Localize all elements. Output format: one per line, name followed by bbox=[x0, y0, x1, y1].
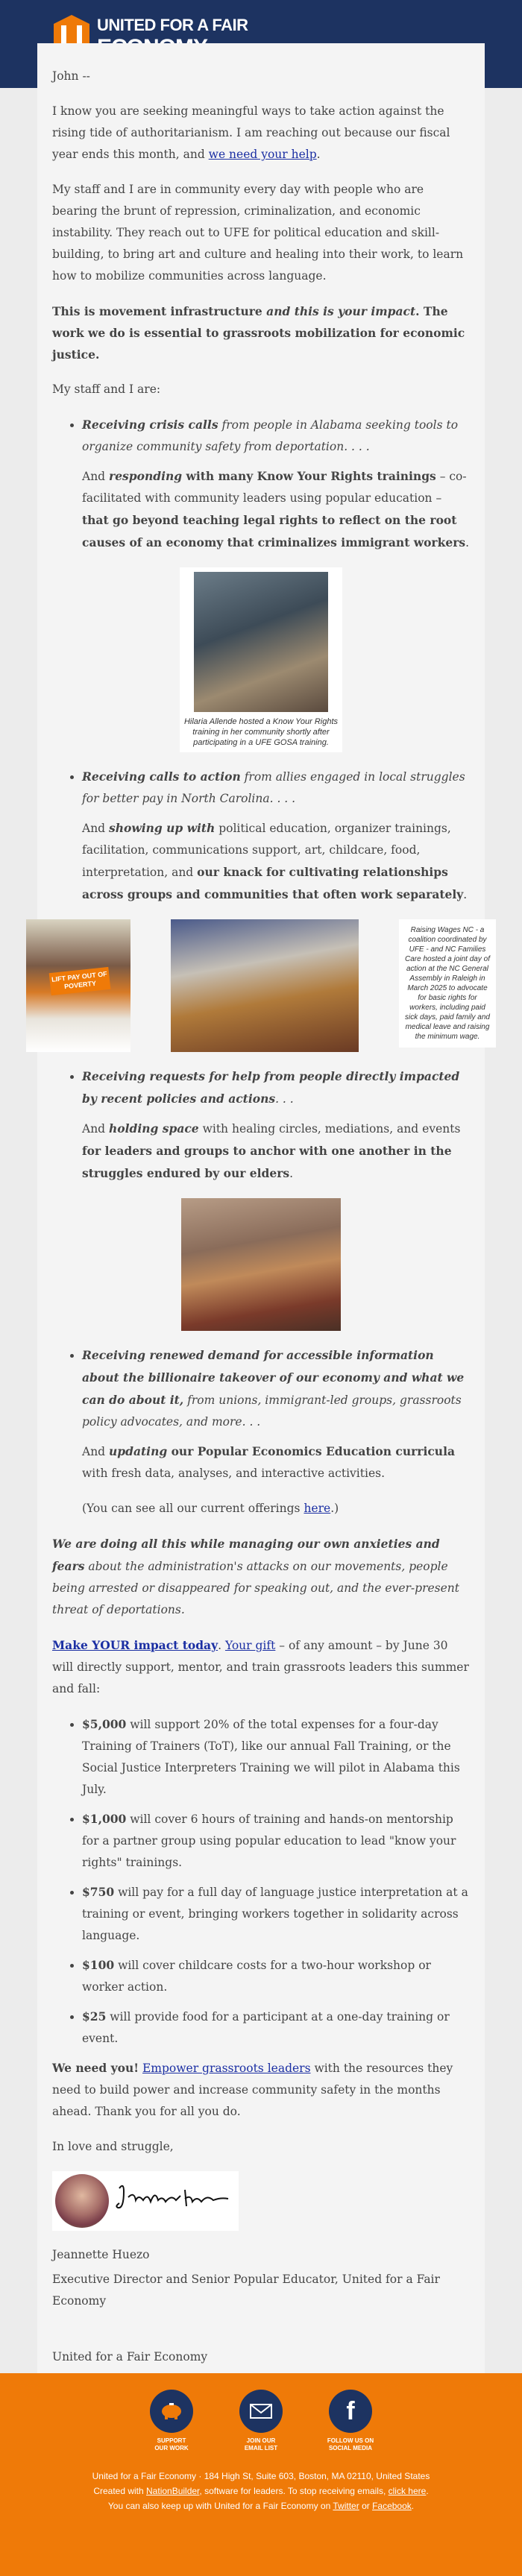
figure-caption: Raising Wages NC - a coalition coordinated by UFE - and NC Families Care hosted a joint day of action at the NC General Assembly in Raleigh in March 2025 to advocate for basic rights for workers, including paid sick days, paid family and medical leave and raising the minimum wage. bbox=[399, 919, 496, 1048]
handwritten-signature bbox=[113, 2175, 233, 2227]
list-item: • Receiving crisis calls from people in Alabama seeking tools to organize community safety from deportation. . . . bbox=[82, 414, 470, 458]
list-item-detail: And updating our Popular Economics Education curricula with fresh data, analyses, and interactive activities. bbox=[82, 1444, 455, 1480]
activity-list-3 bbox=[52, 1065, 470, 1110]
activity-list-4 bbox=[52, 1344, 470, 1433]
activity-list-2 bbox=[52, 766, 470, 810]
signature-block bbox=[52, 2171, 239, 2231]
figure-raising-wages bbox=[26, 919, 496, 1052]
nationbuilder-link[interactable]: NationBuilder bbox=[146, 2486, 200, 2496]
movement-paragraph: This is movement infrastructure and this is your impact. The work we do is essential to grassroots mobilization for economic justice. bbox=[52, 304, 465, 362]
list-item: • Receiving requests for help from people directly impacted by recent policies and actions. . . bbox=[82, 1065, 470, 1110]
staff-paragraph: My staff and I are in community every day with people who are bearing the brunt of repression, criminalization, and economic instability. They reach out to UFE for political education and skill-building, to bring art and culture and healing into their work, to learn how to mobilize communities across language. bbox=[52, 183, 464, 283]
photo-day-of-action bbox=[171, 919, 359, 1052]
twitter-link[interactable]: Twitter bbox=[333, 2501, 359, 2511]
footer-text bbox=[0, 2469, 522, 2513]
list-item: • Receiving calls to action from allies engaged in local struggles for better pay in North Carolina. . . . bbox=[82, 766, 470, 810]
email-body bbox=[51, 66, 490, 2406]
list-item: • Receiving renewed demand for accessible information about the billionaire takeover of our economy and what we can do about it, from unions, immigrant-led groups, grassroots policy advocates, and more. . . bbox=[82, 1344, 470, 1433]
gift-item: • $5,000 will support 20% of the total expenses for a four-day Training of Trainers (ToT), like our annual Fall Training, or the Social Justice Interpreters Training we will pilot in Alabama this July. bbox=[82, 1713, 470, 1801]
empower-leaders-link[interactable]: Empower grassroots leaders bbox=[142, 2062, 311, 2075]
gift-item: • $100 will cover childcare costs for a two-hour workshop or worker action. bbox=[82, 1954, 470, 1998]
figure-caption: Hilaria Allende hosted a Know Your Rights training in her community shortly after participating in a UFE GOSA training. bbox=[183, 717, 339, 747]
list-item-detail: And showing up with political education, organizer trainings, facilitation, communications support, art, childcare, food, interpretation, and our knack for cultivating relationships across groups and communities that often work separately. bbox=[82, 821, 468, 901]
your-gift-link[interactable]: Your gift bbox=[224, 1639, 276, 1652]
envelope-icon bbox=[248, 2402, 274, 2421]
sign-text: LIFT PAY OUT OF POVERTY bbox=[49, 967, 111, 995]
figure-altar bbox=[52, 1198, 470, 1331]
staff-list-intro: My staff and I are: bbox=[52, 382, 161, 396]
gift-item: • $1,000 will cover 6 hours of training and hands-on mentorship for a partner group using popular education to lead "know your rights" trainings. bbox=[82, 1808, 470, 1874]
footer-follow: You can also keep up with United for a Fair Economy on Twitter or Facebook. bbox=[107, 2501, 415, 2511]
footer-icons bbox=[127, 2390, 395, 2452]
avatar bbox=[55, 2174, 109, 2228]
activity-list-1 bbox=[52, 414, 470, 458]
gift-item: • $750 will pay for a full day of language justice interpretation at a training or event, bringing workers together in solidarity across language. bbox=[82, 1881, 470, 1947]
footer bbox=[0, 2373, 522, 2576]
signer-title: Executive Director and Senior Popular Educator, United for a Fair Economy bbox=[52, 2273, 440, 2308]
intro-paragraph: I know you are seeking meaningful ways to take action against the rising tide of authoritarianism. I am reaching out because our fiscal year ends this month, and we need your help. bbox=[52, 104, 450, 161]
photo-healing-altar bbox=[181, 1198, 341, 1331]
footer-created: Created with NationBuilder, software for leaders. To stop receiving emails, click here. bbox=[93, 2486, 429, 2496]
offerings-link[interactable]: here bbox=[304, 1502, 331, 1515]
signer-name: Jeannette Huezo bbox=[52, 2248, 150, 2261]
facebook-link[interactable]: Facebook bbox=[372, 2501, 412, 2511]
list-item-detail: And holding space with healing circles, mediations, and events for leaders and groups to anchor with one another in the struggles endured by our elders. bbox=[82, 1121, 461, 1180]
list-item-detail: And responding with many Know Your Rights trainings – co-facilitated with community leaders using popular education – that go beyond teaching legal rights to reflect on the root causes of an economy that criminalizes immigrant workers. bbox=[82, 469, 470, 549]
make-impact-link[interactable]: Make YOUR impact today bbox=[52, 1638, 218, 1652]
unsubscribe-link[interactable]: click here bbox=[388, 2486, 427, 2496]
greeting: John -- bbox=[52, 69, 90, 83]
piggy-bank-icon bbox=[159, 2402, 184, 2421]
join-email-list-button[interactable]: JOIN OUR EMAIL LIST bbox=[216, 2390, 306, 2452]
support-our-work-button[interactable]: SUPPORT OUR WORK bbox=[127, 2390, 216, 2452]
figure-hilaria bbox=[52, 567, 470, 752]
offerings-note: (You can see all our current offerings here.) bbox=[82, 1502, 339, 1515]
gift-item: • $25 will provide food for a participant at a one-day training or event. bbox=[82, 2006, 470, 2050]
need-help-link[interactable]: we need your help bbox=[208, 148, 317, 161]
follow-social-media-button[interactable]: f FOLLOW US ON SOCIAL MEDIA bbox=[306, 2390, 395, 2452]
photo-lift-pay-sign bbox=[26, 919, 130, 1052]
photo-know-your-rights-training bbox=[194, 572, 328, 712]
logo-line1: UNITED FOR A FAIR bbox=[97, 16, 248, 34]
org-name: United for a Fair Economy bbox=[52, 2350, 208, 2364]
closing-paragraph: We are doing all this while managing our own anxieties and fears about the administration's attacks on our movements, people being arrested or disappeared for speaking out, and the ever-present threat of deportations. bbox=[52, 1537, 460, 1616]
signoff: In love and struggle, bbox=[52, 2140, 174, 2153]
impact-paragraph: Make YOUR impact today. Your gift – of any amount – by June 30 will directly support, mentor, and train grassroots leaders this summer and fall: bbox=[52, 1638, 469, 1695]
footer-address: United for a Fair Economy · 184 High St, Suite 603, Boston, MA 02110, United States bbox=[92, 2471, 430, 2481]
gift-list bbox=[52, 1713, 470, 2050]
need-you-paragraph: We need you! Empower grassroots leaders with the resources they need to build power and increase community safety in the months ahead. Thank you for all you do. bbox=[52, 2061, 453, 2118]
facebook-icon: f bbox=[346, 2397, 355, 2425]
